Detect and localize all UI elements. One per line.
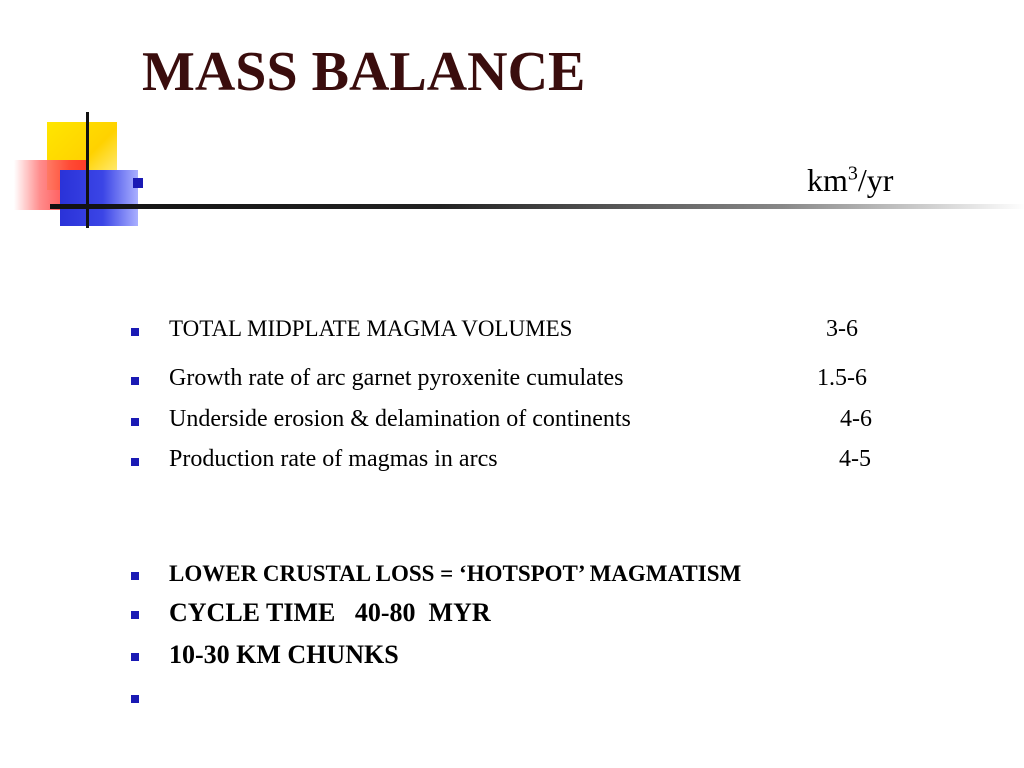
rate-row — [0, 406, 1024, 440]
rate-value: 4-6 — [840, 406, 872, 432]
conclusion-row — [0, 561, 1024, 595]
conclusion-row — [0, 598, 1024, 632]
rate-row — [0, 365, 1024, 399]
rate-label: Growth rate of arc garnet pyroxenite cumulates — [169, 365, 624, 391]
title-underline-rule — [50, 204, 1024, 209]
unit-suffix: /yr — [857, 162, 894, 198]
conclusion-label: LOWER CRUSTAL LOSS = ‘HOTSPOT’ MAGMATISM — [169, 561, 742, 586]
bullet-icon — [131, 377, 139, 385]
bullet-icon — [131, 458, 139, 466]
decorative-blue-square — [60, 170, 138, 226]
unit-label — [807, 164, 893, 196]
rate-label: Underside erosion & delamination of continents — [169, 406, 631, 432]
bullet-icon — [131, 611, 139, 619]
bullet-icon — [131, 653, 139, 661]
rate-value: 4-5 — [839, 446, 871, 472]
slide-title: MASS BALANCE — [142, 41, 586, 103]
rate-value: 3-6 — [826, 316, 858, 342]
unit-exponent: 3 — [847, 162, 858, 185]
decorative-vertical-line — [86, 112, 89, 228]
conclusion-label: CYCLE TIME 40-80 MYR — [169, 598, 491, 627]
bullet-icon — [133, 178, 143, 188]
rate-row — [0, 316, 1024, 350]
bullet-icon — [131, 572, 139, 580]
rate-row — [0, 446, 1024, 480]
bullet-icon — [131, 695, 139, 703]
bullet-icon — [131, 328, 139, 336]
conclusion-row — [0, 640, 1024, 674]
rate-value: 1.5-6 — [817, 365, 867, 391]
conclusion-row — [0, 682, 1024, 716]
rate-label: TOTAL MIDPLATE MAGMA VOLUMES — [169, 316, 573, 341]
rate-label: Production rate of magmas in arcs — [169, 446, 498, 472]
unit-base: km — [807, 162, 848, 198]
bullet-icon — [131, 418, 139, 426]
conclusion-label: 10-30 KM CHUNKS — [169, 640, 399, 669]
